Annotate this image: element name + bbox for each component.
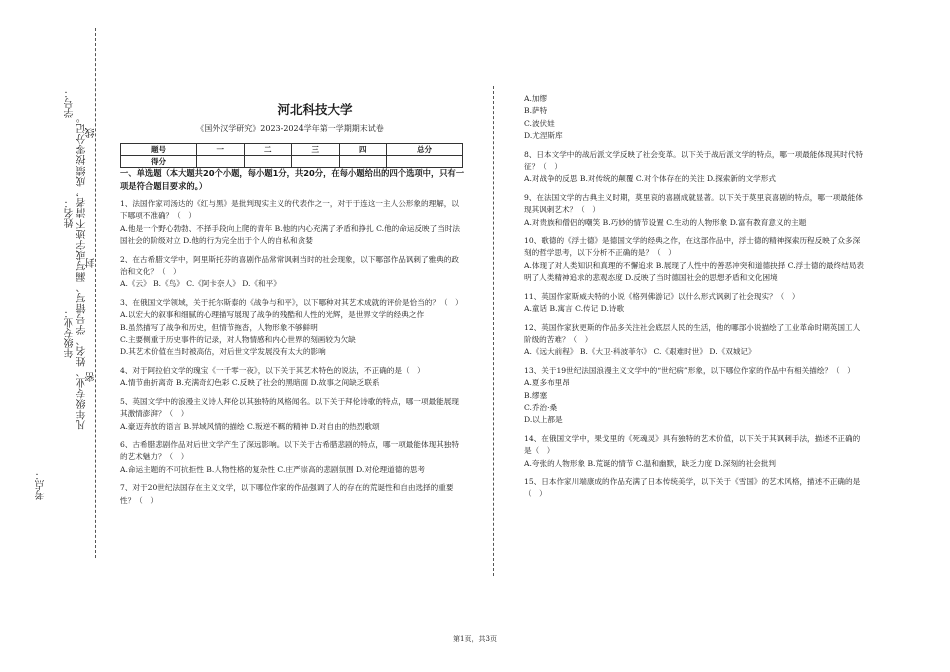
left-column [120, 167, 465, 507]
score-table-cell: 四 [339, 144, 387, 156]
binding-mark-seal: 封 [86, 258, 97, 268]
score-table-cell[interactable] [197, 156, 245, 168]
question-option[interactable]: A.以宏大的叙事和细腻的心理描写展现了战争的残酷和人性的光辉，是世界文学的经典之作 [120, 310, 425, 320]
question-list [120, 198, 465, 507]
question-stem: 4、对于阿拉伯文学的瑰宝《一千零一夜》，以下关于其艺术特色的说法，不正确的是（ ） [120, 365, 425, 375]
question-stem: 6、古希腊悲剧作品对后世文学产生了深远影响。以下关于古希腊悲剧的特点，哪一项最能体现其独特的艺术魅力？（ ） [120, 439, 459, 462]
question-option[interactable]: C.波伏娃 [524, 118, 555, 128]
score-table-cell[interactable] [387, 156, 463, 168]
question-stem: 14、在俄国文学中，果戈里的《死魂灵》具有独特的艺术价值，以下关于其讽刺手法，描述不正确的是（ ） [524, 433, 861, 456]
score-table-cell[interactable] [292, 156, 340, 168]
score-table-cell: 题号 [121, 144, 197, 156]
question-option[interactable]: A.《云》 B.《鸟》 C.《阿卡奈人》 D.《和平》 [120, 279, 281, 289]
score-table-cell: 二 [244, 144, 292, 156]
question-option[interactable]: B.虽然描写了战争和历史，但情节拖沓，人物形象不够鲜明 [120, 322, 318, 332]
question-option[interactable]: A.加缪 [524, 94, 548, 103]
page-title: 河北科技大学 [277, 102, 353, 117]
question-stem: 5、英国文学中的浪漫主义诗人拜伦以其独特的风格闻名。以下关于拜伦诗歌的特点，哪一项最能展现其激情澎湃？（ ） [120, 396, 459, 419]
question-option[interactable]: A.命运主题的不可抗拒性 B.人物性格的复杂性 C.庄严崇高的悲剧氛围 D.对伦理道德的思考 [120, 464, 426, 474]
question-option[interactable]: A.豪迈奔放的语言 B.异域风情的描绘 C.叛逆不羁的精神 D.对自由的热烈歌颂 [120, 421, 380, 431]
question-option[interactable]: A.对贵族和僧侣的嘲笑 B.巧妙的情节设置 C.生动的人物形象 D.富有教育意义的主题 [524, 217, 807, 227]
score-table-cell[interactable] [244, 156, 292, 168]
question-stem: 10、歌德的《浮士德》是德国文学的经典之作，在这部作品中，浮士德的精神探索历程反映了众多深刻的哲学思考，以下分析不正确的是？（ ） [524, 236, 861, 258]
binding-warning: 凡年级专业、姓名、学号错写、漏写或字迹不清者，成绩按零分记。 [77, 112, 88, 430]
page-footer: 第1页，共3页 [453, 635, 497, 643]
question-option[interactable]: A.他是一个野心勃勃、不择手段向上爬的青年 B.他的内心充满了矛盾和挣扎 C.他的命运反映了当时法国社会的阶级对立 D.他的行为完全出于个人的自私和贪婪 [120, 223, 461, 246]
question-option[interactable]: D.以上都是 [524, 415, 563, 425]
question-stem: 9、在法国文学的古典主义时期，莫里哀的喜剧成就显著。以下关于莫里哀喜剧的特点，哪一项最能体现其讽刺艺术？（ ） [524, 192, 863, 215]
question-stem: 8、日本文学中的战后派文学反映了社会变革。以下关于战后派文学的特点，哪一项最能体现其时代特征？（ ） [524, 149, 863, 172]
binding-dashed-line [95, 28, 96, 558]
question-option[interactable]: A.情节曲折离奇 B.充满奇幻色彩 C.反映了社会的黑暗面 D.故事之间缺乏联系 [120, 378, 380, 388]
score-table-score-row [121, 156, 463, 168]
question-list [524, 93, 864, 501]
question-option[interactable]: A.对战争的反思 B.对传统的颠覆 C.对个体存在的关注 D.探索新的文学形式 [524, 174, 776, 184]
question-option[interactable]: A.《远大前程》 B.《大卫·科波菲尔》 C.《艰难时世》 D.《双城记》 [524, 347, 756, 357]
score-table-cell[interactable] [339, 156, 387, 168]
question-stem: 2、在古希腊文学中，阿里斯托芬的喜剧作品常常讽刺当时的社会现象，以下哪部作品讽刺了雅典的政治和文化？（ ） [120, 254, 459, 277]
section-heading: 一、单选题（本大题共20个小题，每小题1分，共20分，在每小题给出的四个选项中，只有一项是符合题目要求的。） [120, 168, 465, 191]
question-stem: 3、在俄国文学领域，关于托尔斯泰的《战争与和平》，以下哪种对其艺术成就的评价是恰当的？（ ） [120, 297, 463, 307]
exam-site-label: 考点： [36, 470, 47, 500]
binding-mark-line: 线 [86, 128, 97, 138]
score-table-cell: 三 [292, 144, 340, 156]
question-option[interactable]: B.萨特 [524, 106, 548, 116]
student-id-label: 学号： [65, 88, 76, 118]
score-table-header-row [121, 144, 463, 156]
question-stem: 7、对于20世纪法国存在主义文学，以下哪位作家的作品强调了人的存在的荒诞性和自由选择的重要性？（ ） [120, 483, 454, 505]
question-option[interactable]: A.体现了对人类知识和真理的不懈追求 B.展现了人性中的善恶冲突和道德抉择 C.浮士德的最终结局表明了人类精神追求的悲观态度 D.反映了当时德国社会的思想矛盾和文化困境 [524, 260, 865, 283]
question-option[interactable]: A.夸张的人物形象 B.荒诞的情节 C.温和幽默，缺乏力度 D.深刻的社会批判 [524, 458, 776, 468]
question-option[interactable]: D.尤涅斯库 [524, 131, 563, 141]
question-stem: 12、英国作家狄更斯的作品多关注社会底层人民的生活，他的哪部小说描绘了工业革命时期英国工人阶级的苦难？（ ） [524, 322, 861, 344]
question-option[interactable]: B.缪塞 [524, 390, 548, 400]
score-table-cell: 总分 [387, 144, 463, 156]
grade-major-label: 年级专业： [65, 308, 76, 358]
name-label: 姓名： [65, 198, 76, 228]
question-option[interactable]: A.童话 B.寓言 C.传记 D.诗歌 [524, 304, 625, 314]
score-table [120, 143, 463, 168]
right-column [524, 93, 864, 501]
score-table-cell: 得分 [121, 156, 197, 168]
question-stem: 1、法国作家司汤达的《红与黑》是批判现实主义的代表作之一，对于于连这一主人公形象的理解，以下哪项不准确？（ ） [120, 199, 459, 221]
question-stem: 13、关于19世纪法国浪漫主义文学中的“世纪病”形象，以下哪位作家的作品中有相关描绘？（ ） [524, 365, 855, 375]
binding-mark-secret: 密 [86, 372, 97, 382]
question-option[interactable]: C.乔治·桑 [524, 402, 558, 412]
question-stem: 11、英国作家斯威夫特的小说《格列佛游记》以什么形式讽刺了社会现实？（ ） [524, 291, 800, 301]
column-divider [493, 86, 494, 576]
score-table-cell: 一 [197, 144, 245, 156]
question-option[interactable]: D.其艺术价值在当时被高估，对后世文学发展没有太大的影响 [120, 347, 326, 357]
exam-subtitle: 《国外汉学研究》2023-2024学年第一学期期末试卷 [196, 124, 384, 133]
question-option[interactable]: A.夏多布里昂 [524, 378, 570, 388]
question-option[interactable]: C.主要侧重于历史事件的记录，对人物情感和内心世界的刻画较为欠缺 [120, 335, 356, 345]
question-stem: 15、日本作家川端康成的作品充满了日本传统美学，以下关于《雪国》的艺术风格，描述不正确的是（ ） [524, 476, 861, 499]
